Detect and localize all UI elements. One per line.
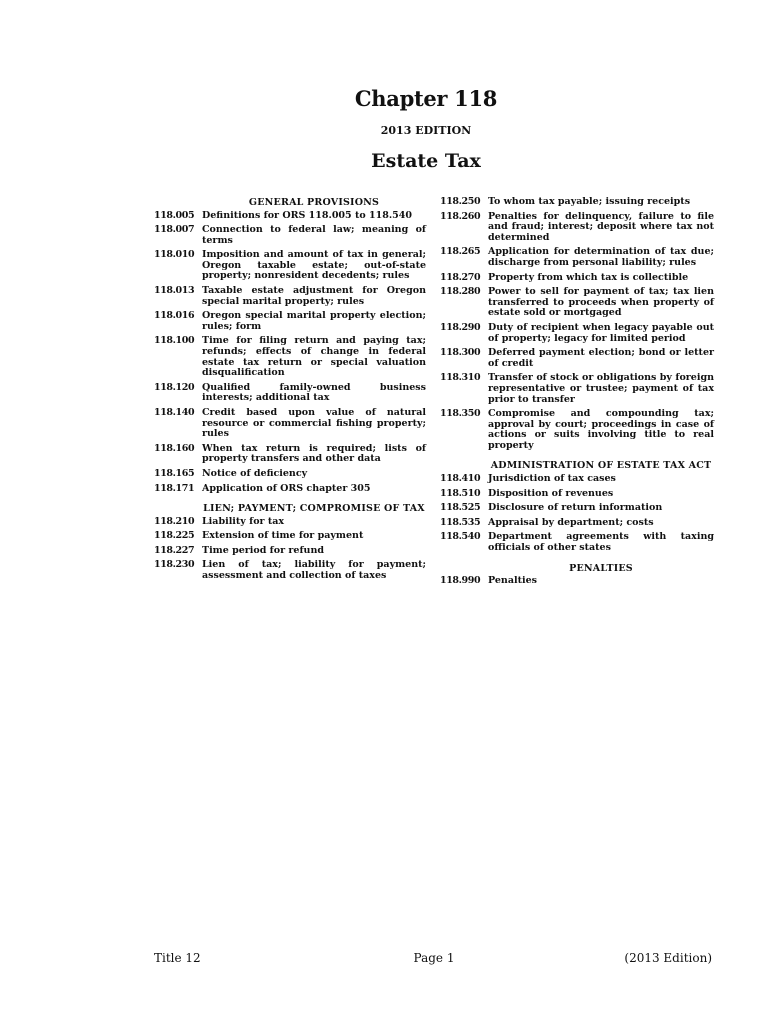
section-title: Extension of time for payment: [202, 530, 364, 542]
section-number: 118.510: [440, 487, 481, 499]
section-title: Application of ORS chapter 305: [202, 482, 371, 494]
section-number: 118.260: [440, 210, 481, 222]
section-number: 118.300: [440, 347, 481, 359]
toc-entry: [440, 273, 714, 284]
section-title: When tax return is required; lists of property transfers and other data: [202, 442, 426, 465]
toc-entry: [440, 474, 714, 485]
footer-edition: (2013 Edition): [624, 951, 712, 965]
toc-entry: [440, 287, 714, 319]
toc-entry: [440, 503, 714, 514]
right-column: [440, 197, 714, 591]
toc-entry: [440, 212, 714, 244]
section-title: Jurisdiction of tax cases: [488, 472, 616, 484]
section-number: 118.165: [154, 467, 195, 479]
toc-entry: [440, 518, 714, 529]
section-number: 118.535: [440, 516, 481, 528]
section-title: Power to sell for payment of tax; tax lien transferred to proceeds when property of estate sold or mortgaged: [488, 286, 714, 319]
section-number: 118.350: [440, 408, 481, 420]
section-title: Notice of deficiency: [202, 467, 308, 479]
toc-entry: [154, 517, 426, 528]
section-number: 118.013: [154, 285, 195, 297]
section-number: 118.265: [440, 246, 481, 258]
toc-entry: [440, 532, 714, 553]
toc-entry: [440, 323, 714, 344]
section-title: Duty of recipient when legacy payable out of property; legacy for limited period: [488, 321, 714, 344]
section-number: 118.990: [440, 575, 481, 587]
section-number: 118.100: [154, 335, 195, 347]
section-number: 118.230: [154, 559, 195, 571]
toc-entry: [440, 409, 714, 451]
toc-entry: [154, 311, 426, 332]
toc-entry: [440, 247, 714, 268]
section-title: Qualified family-owned business interests; additional tax: [202, 381, 426, 404]
section-number: 118.290: [440, 321, 481, 333]
section-number: 118.227: [154, 544, 195, 556]
section-number: 118.410: [440, 472, 481, 484]
section-number: 118.280: [440, 286, 481, 298]
toc-entry: [440, 489, 714, 500]
section-heading: LIEN; PAYMENT; COMPROMISE OF TAX: [203, 503, 425, 515]
toc-entry: [154, 444, 426, 465]
toc-entry: [154, 225, 426, 246]
section-number: 118.010: [154, 249, 195, 261]
toc-entry: [154, 484, 426, 495]
section-heading: GENERAL PROVISIONS: [248, 197, 380, 208]
section-heading: ADMINISTRATION OF ESTATE TAX ACT: [490, 460, 712, 472]
footer-title: Title 12: [154, 951, 201, 965]
left-column: [154, 197, 426, 586]
section-number: 118.250: [440, 196, 481, 207]
section-title: Deferred payment election; bond or letter of credit: [488, 347, 714, 369]
section-number: 118.160: [154, 442, 195, 454]
chapter-subtitle: Estate Tax: [371, 150, 481, 172]
section-number: 118.171: [154, 482, 195, 494]
section-title: Department agreements with taxing officials of other states: [488, 531, 714, 553]
toc-entry: [440, 373, 714, 405]
section-number: 118.225: [154, 530, 195, 542]
toc-entry: [154, 336, 426, 378]
section-title: Oregon special marital property election; rules; form: [202, 310, 426, 332]
section-title: Penalties: [488, 575, 537, 587]
toc-entry: [154, 211, 426, 222]
section-title: Disposition of revenues: [488, 487, 614, 499]
section-title: Credit based upon value of natural resource or commercial fishing property; rules: [202, 407, 426, 440]
section-number: 118.120: [154, 381, 195, 393]
footer-page-number: Page 1: [413, 951, 455, 965]
section-number: 118.525: [440, 502, 481, 514]
section-title: Imposition and amount of tax in general; Oregon taxable estate; out-of-state property; nonresident decedents; rules: [202, 249, 426, 282]
section-title: Property from which tax is collectible: [488, 271, 689, 283]
edition-label: 2013 EDITION: [380, 124, 472, 137]
section-title: Penalties for delinquency, failure to file and fraud; interest; deposit where tax not determined: [488, 210, 714, 243]
section-number: 118.016: [154, 310, 195, 322]
section-title: To whom tax payable; issuing receipts: [488, 196, 691, 207]
section-title: Taxable estate adjustment for Oregon special marital property; rules: [202, 285, 426, 307]
section-heading: PENALTIES: [569, 562, 633, 574]
toc-entry: [154, 286, 426, 307]
section-title: Appraisal by department; costs: [488, 516, 654, 528]
section-title: Compromise and compounding tax; approval by court; proceedings in case of actions or suits involving title to real property: [488, 408, 714, 451]
toc-entry: [440, 576, 714, 587]
section-number: 118.540: [440, 531, 481, 543]
toc-entry: [154, 531, 426, 542]
section-title: Liability for tax: [202, 515, 285, 527]
section-number: 118.007: [154, 224, 195, 236]
toc-entry: [154, 469, 426, 480]
section-title: Time period for refund: [202, 544, 324, 556]
toc-entry: [154, 250, 426, 282]
section-title: Connection to federal law; meaning of terms: [202, 224, 426, 246]
section-title: Disclosure of return information: [488, 502, 663, 514]
section-title: Application for determination of tax due; discharge from personal liability; rules: [488, 246, 714, 268]
toc-entry: [154, 560, 426, 581]
toc-entry: [154, 383, 426, 404]
toc-entry: [154, 408, 426, 440]
section-number: 118.210: [154, 515, 195, 527]
section-title: Time for filing return and paying tax; refunds; effects of change in federal estate tax return or special valuation disqualification: [202, 335, 426, 379]
section-number: 118.270: [440, 271, 481, 283]
section-number: 118.140: [154, 407, 195, 418]
section-title: Lien of tax; liability for payment; assessment and collection of taxes: [202, 559, 426, 582]
toc-entry: [440, 197, 714, 208]
section-number: 118.310: [440, 372, 481, 384]
section-title: Definitions for ORS 118.005 to 118.540: [202, 209, 412, 221]
toc-entry: [440, 348, 714, 369]
section-number: 118.005: [154, 209, 195, 221]
chapter-title: Chapter 118: [354, 86, 498, 111]
section-title: Transfer of stock or obligations by foreign representative or trustee; payment of tax prior to transfer: [488, 372, 714, 405]
toc-entry: [154, 546, 426, 557]
